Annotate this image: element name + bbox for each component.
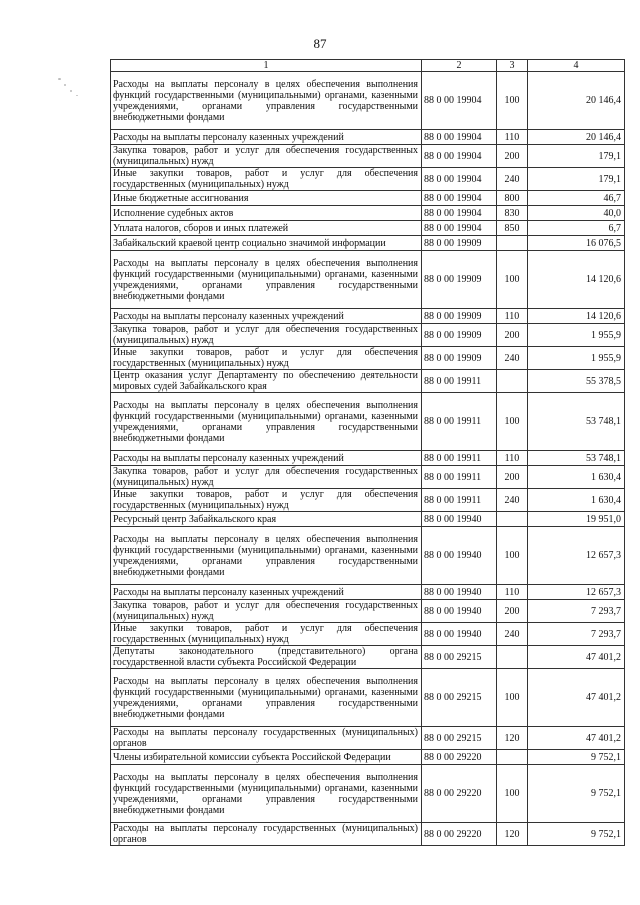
row-code-cell: 88 0 00 19904	[422, 168, 497, 191]
row-vr-cell: 110	[497, 309, 528, 324]
row-name-cell: Депутаты законодательного (представительного) органа государственной власти субъекта Российской Федерации	[111, 646, 422, 669]
row-name-cell: Исполнение судебных актов	[111, 206, 422, 221]
row-code-cell: 88 0 00 19909	[422, 347, 497, 370]
row-code-cell: 88 0 00 19940	[422, 512, 497, 527]
row-vr-cell: 200	[497, 600, 528, 623]
scan-speck	[58, 78, 61, 80]
row-vr-cell: 120	[497, 727, 528, 750]
table-row	[111, 221, 625, 236]
row-name-cell: Расходы на выплаты персоналу в целях обеспечения выполнения функций государственными (муниципальными) органами, казенными учреждениями, органами управления государственными внебюджетными фондами	[111, 393, 422, 451]
row-vr-cell: 240	[497, 489, 528, 512]
row-amount-cell: 179,1	[528, 145, 625, 168]
header-col-3: 3	[497, 60, 528, 72]
row-amount-cell: 47 401,2	[528, 646, 625, 669]
row-code-cell: 88 0 00 19909	[422, 309, 497, 324]
table-row	[111, 727, 625, 750]
row-amount-cell: 1 955,9	[528, 324, 625, 347]
table-row	[111, 130, 625, 145]
table-row	[111, 347, 625, 370]
row-vr-cell: 200	[497, 466, 528, 489]
table-row	[111, 451, 625, 466]
row-vr-cell: 240	[497, 347, 528, 370]
row-name-cell: Закупка товаров, работ и услуг для обеспечения государственных (муниципальных) нужд	[111, 324, 422, 347]
row-code-cell: 88 0 00 19940	[422, 623, 497, 646]
row-code-cell: 88 0 00 29220	[422, 765, 497, 823]
row-vr-cell: 850	[497, 221, 528, 236]
row-amount-cell: 7 293,7	[528, 623, 625, 646]
row-name-cell: Иные закупки товаров, работ и услуг для обеспечения государственных (муниципальных) нужд	[111, 623, 422, 646]
table-row	[111, 191, 625, 206]
row-code-cell: 88 0 00 19940	[422, 585, 497, 600]
table-row	[111, 527, 625, 585]
row-code-cell: 88 0 00 19940	[422, 527, 497, 585]
table-row	[111, 765, 625, 823]
row-amount-cell: 9 752,1	[528, 765, 625, 823]
row-code-cell: 88 0 00 19904	[422, 130, 497, 145]
row-amount-cell: 12 657,3	[528, 585, 625, 600]
header-col-4: 4	[528, 60, 625, 72]
row-amount-cell: 14 120,6	[528, 309, 625, 324]
row-vr-cell: 100	[497, 393, 528, 451]
header-col-1: 1	[111, 60, 422, 72]
row-vr-cell: 240	[497, 168, 528, 191]
row-code-cell: 88 0 00 19904	[422, 72, 497, 130]
table-row	[111, 309, 625, 324]
row-name-cell: Закупка товаров, работ и услуг для обеспечения государственных (муниципальных) нужд	[111, 600, 422, 623]
row-name-cell: Иные закупки товаров, работ и услуг для обеспечения государственных (муниципальных) нужд	[111, 489, 422, 512]
row-amount-cell: 6,7	[528, 221, 625, 236]
row-vr-cell	[497, 236, 528, 251]
row-name-cell: Иные бюджетные ассигнования	[111, 191, 422, 206]
row-amount-cell: 14 120,6	[528, 251, 625, 309]
row-code-cell: 88 0 00 19909	[422, 251, 497, 309]
row-code-cell: 88 0 00 19911	[422, 451, 497, 466]
row-amount-cell: 47 401,2	[528, 669, 625, 727]
table-row	[111, 370, 625, 393]
table-row	[111, 206, 625, 221]
row-amount-cell: 1 955,9	[528, 347, 625, 370]
row-amount-cell: 20 146,4	[528, 130, 625, 145]
row-vr-cell: 110	[497, 451, 528, 466]
table-row	[111, 623, 625, 646]
table-row	[111, 251, 625, 309]
row-name-cell: Уплата налогов, сборов и иных платежей	[111, 221, 422, 236]
table-row	[111, 466, 625, 489]
row-name-cell: Иные закупки товаров, работ и услуг для обеспечения государственных (муниципальных) нужд	[111, 347, 422, 370]
row-name-cell: Расходы на выплаты персоналу в целях обеспечения выполнения функций государственными (муниципальными) органами, казенными учреждениями, органами управления государственными внебюджетными фондами	[111, 72, 422, 130]
row-amount-cell: 9 752,1	[528, 823, 625, 846]
row-name-cell: Ресурсный центр Забайкальского края	[111, 512, 422, 527]
table-row	[111, 168, 625, 191]
row-code-cell: 88 0 00 19911	[422, 466, 497, 489]
row-amount-cell: 9 752,1	[528, 750, 625, 765]
header-col-2: 2	[422, 60, 497, 72]
row-name-cell: Расходы на выплаты персоналу казенных учреждений	[111, 130, 422, 145]
row-amount-cell: 46,7	[528, 191, 625, 206]
budget-table	[110, 59, 625, 846]
row-name-cell: Расходы на выплаты персоналу в целях обеспечения выполнения функций государственными (муниципальными) органами, казенными учреждениями, органами управления государственными внебюджетными фондами	[111, 251, 422, 309]
row-amount-cell: 19 951,0	[528, 512, 625, 527]
row-code-cell: 88 0 00 29215	[422, 727, 497, 750]
row-vr-cell: 100	[497, 527, 528, 585]
row-vr-cell: 240	[497, 623, 528, 646]
table-row	[111, 512, 625, 527]
row-vr-cell: 200	[497, 145, 528, 168]
row-vr-cell	[497, 750, 528, 765]
table-row	[111, 669, 625, 727]
row-name-cell: Расходы на выплаты персоналу казенных учреждений	[111, 309, 422, 324]
row-code-cell: 88 0 00 29215	[422, 646, 497, 669]
row-name-cell: Расходы на выплаты персоналу казенных учреждений	[111, 585, 422, 600]
row-code-cell: 88 0 00 19909	[422, 236, 497, 251]
row-amount-cell: 12 657,3	[528, 527, 625, 585]
page-number: 87	[313, 36, 327, 51]
row-code-cell: 88 0 00 19904	[422, 191, 497, 206]
table-row	[111, 489, 625, 512]
row-name-cell: Расходы на выплаты персоналу государственных (муниципальных) органов	[111, 727, 422, 750]
scan-speck	[70, 90, 72, 92]
row-amount-cell: 40,0	[528, 206, 625, 221]
row-name-cell: Закупка товаров, работ и услуг для обеспечения государственных (муниципальных) нужд	[111, 466, 422, 489]
row-amount-cell: 7 293,7	[528, 600, 625, 623]
scan-speck	[64, 84, 66, 86]
row-name-cell: Расходы на выплаты персоналу государственных (муниципальных) органов	[111, 823, 422, 846]
row-amount-cell: 53 748,1	[528, 393, 625, 451]
row-vr-cell: 110	[497, 585, 528, 600]
row-vr-cell: 110	[497, 130, 528, 145]
table-row	[111, 145, 625, 168]
table-row	[111, 236, 625, 251]
row-amount-cell: 47 401,2	[528, 727, 625, 750]
scan-speck	[76, 95, 78, 96]
row-code-cell: 88 0 00 19909	[422, 324, 497, 347]
row-code-cell: 88 0 00 19904	[422, 221, 497, 236]
row-vr-cell: 100	[497, 72, 528, 130]
row-vr-cell: 800	[497, 191, 528, 206]
row-amount-cell: 20 146,4	[528, 72, 625, 130]
row-vr-cell	[497, 370, 528, 393]
row-code-cell: 88 0 00 19911	[422, 489, 497, 512]
row-code-cell: 88 0 00 29220	[422, 750, 497, 765]
row-amount-cell: 53 748,1	[528, 451, 625, 466]
row-vr-cell: 100	[497, 669, 528, 727]
row-name-cell: Центр оказания услуг Департаменту по обеспечению деятельности мировых судей Забайкальского края	[111, 370, 422, 393]
row-amount-cell: 1 630,4	[528, 466, 625, 489]
row-vr-cell: 200	[497, 324, 528, 347]
row-code-cell: 88 0 00 19911	[422, 370, 497, 393]
table-row	[111, 585, 625, 600]
row-name-cell: Члены избирательной комиссии субъекта Российской Федерации	[111, 750, 422, 765]
row-code-cell: 88 0 00 19940	[422, 600, 497, 623]
row-code-cell: 88 0 00 19911	[422, 393, 497, 451]
row-amount-cell: 16 076,5	[528, 236, 625, 251]
row-vr-cell	[497, 646, 528, 669]
row-amount-cell: 55 378,5	[528, 370, 625, 393]
row-code-cell: 88 0 00 19904	[422, 206, 497, 221]
row-name-cell: Расходы на выплаты персоналу в целях обеспечения выполнения функций государственными (муниципальными) органами, казенными учреждениями, органами управления государственными внебюджетными фондами	[111, 527, 422, 585]
row-amount-cell: 1 630,4	[528, 489, 625, 512]
row-code-cell: 88 0 00 29215	[422, 669, 497, 727]
table-row	[111, 750, 625, 765]
table-header-row	[111, 60, 625, 72]
row-name-cell: Закупка товаров, работ и услуг для обеспечения государственных (муниципальных) нужд	[111, 145, 422, 168]
row-vr-cell: 120	[497, 823, 528, 846]
row-vr-cell	[497, 512, 528, 527]
row-code-cell: 88 0 00 29220	[422, 823, 497, 846]
table-row	[111, 646, 625, 669]
row-code-cell: 88 0 00 19904	[422, 145, 497, 168]
row-name-cell: Расходы на выплаты персоналу казенных учреждений	[111, 451, 422, 466]
table-row	[111, 72, 625, 130]
row-vr-cell: 830	[497, 206, 528, 221]
row-name-cell: Расходы на выплаты персоналу в целях обеспечения выполнения функций государственными (муниципальными) органами, казенными учреждениями, органами управления государственными внебюджетными фондами	[111, 669, 422, 727]
table-row	[111, 393, 625, 451]
row-vr-cell: 100	[497, 251, 528, 309]
row-name-cell: Забайкальский краевой центр социально значимой информации	[111, 236, 422, 251]
row-name-cell: Расходы на выплаты персоналу в целях обеспечения выполнения функций государственными (муниципальными) органами, казенными учреждениями, органами управления государственными внебюджетными фондами	[111, 765, 422, 823]
row-amount-cell: 179,1	[528, 168, 625, 191]
table-body	[111, 72, 625, 846]
table-row	[111, 324, 625, 347]
table-row	[111, 600, 625, 623]
row-name-cell: Иные закупки товаров, работ и услуг для обеспечения государственных (муниципальных) нужд	[111, 168, 422, 191]
table-row	[111, 823, 625, 846]
row-vr-cell: 100	[497, 765, 528, 823]
